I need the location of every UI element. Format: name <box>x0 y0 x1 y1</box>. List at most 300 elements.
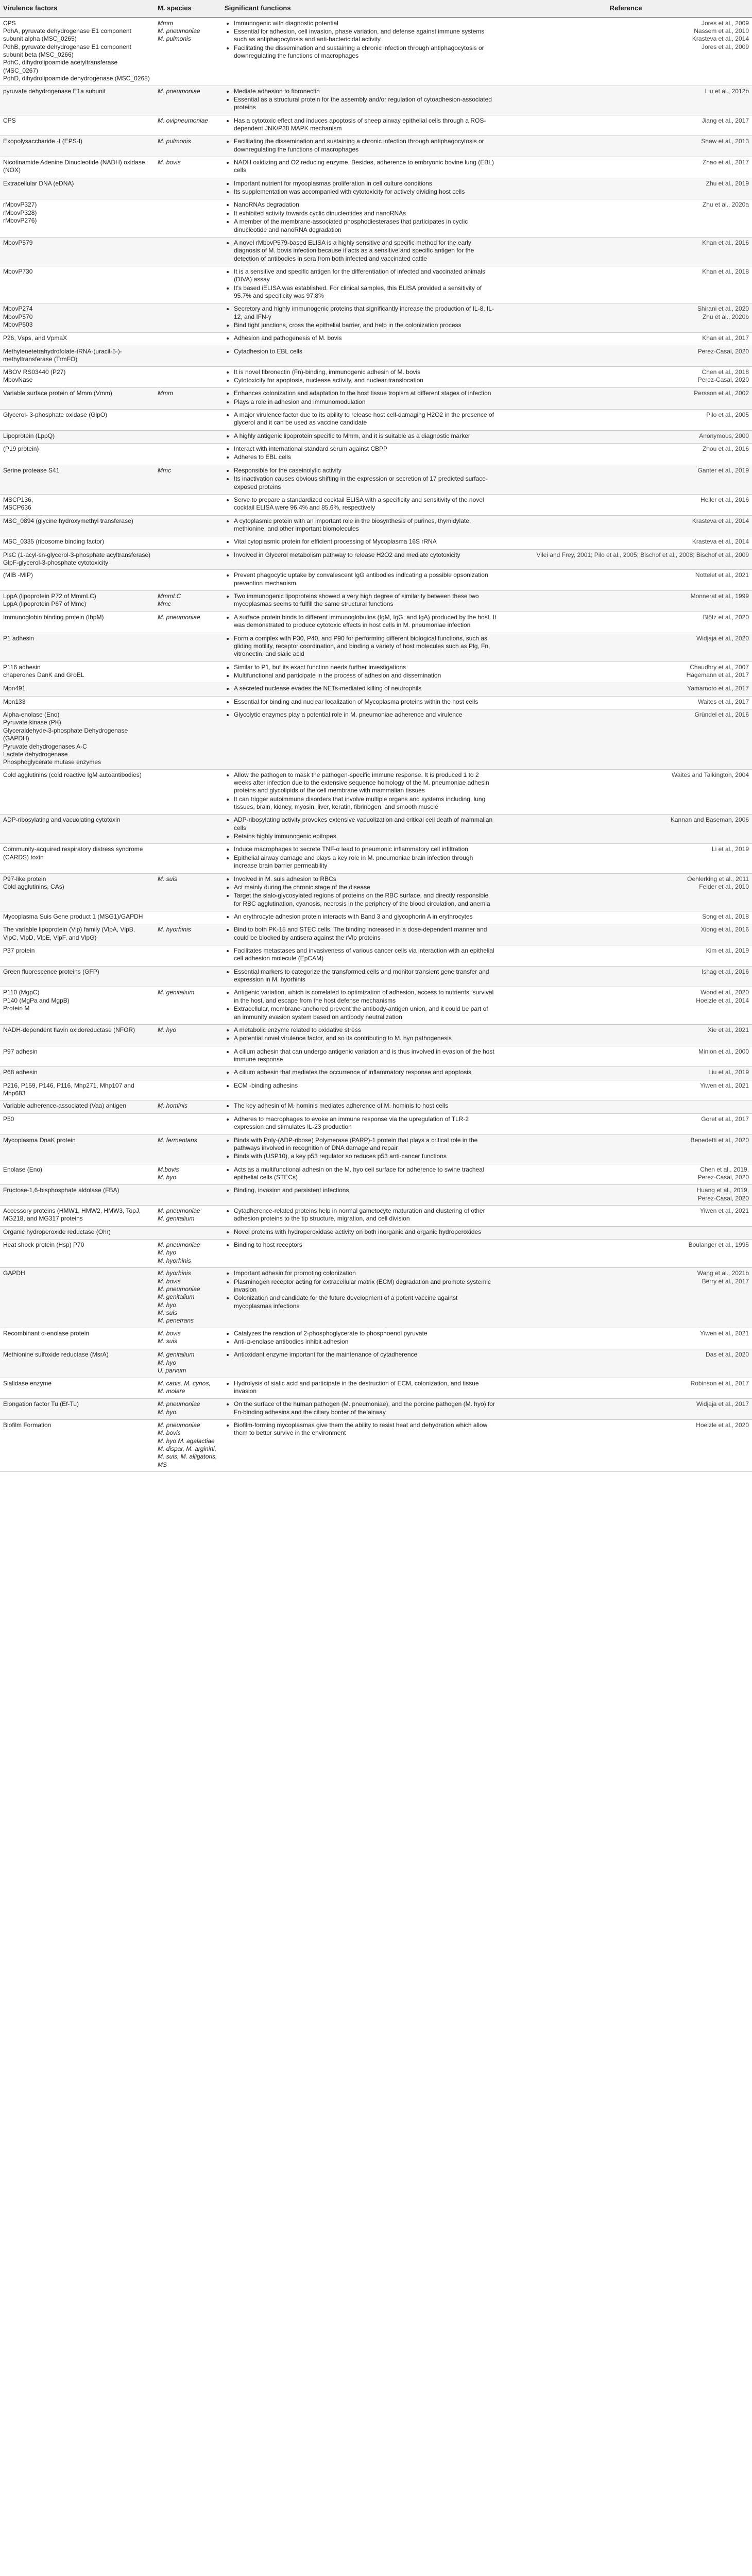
function-item: • Has a cytotoxic effect and induces apoptosis of sheep airway epithelial cells through a ROS-dependent JNK/P38 MAPK mechanism <box>234 117 497 133</box>
functions-list <box>225 1380 497 1396</box>
table-row <box>0 1349 752 1378</box>
table-row <box>0 1067 752 1080</box>
functions-cell <box>221 1399 500 1420</box>
reference-cell <box>500 945 752 967</box>
function-item: • Acts as a multifunctional adhesin on the M. hyo cell surface for adherence to swine tracheal epithelial cells (STECs) <box>234 1166 497 1182</box>
factor-name: chaperones DanK and GroEL <box>3 671 84 679</box>
table-row <box>0 410 752 431</box>
reference-cell <box>500 1268 752 1328</box>
reference-cell <box>500 612 752 633</box>
factor-name: Variable adherence-associated (Vaa) antigen <box>3 1102 127 1110</box>
functions-cell <box>221 844 500 873</box>
reference-citation: Minion et al., 2000 <box>698 1047 749 1055</box>
factor-cell <box>0 199 155 237</box>
functions-list <box>225 1228 497 1236</box>
factor-cell <box>0 911 155 924</box>
reference-cell <box>500 1134 752 1164</box>
species-cell <box>155 494 221 515</box>
function-item: • Two immunogenic lipoproteins showed a very high degree of similarity between these two mycoplasmas seems to fulfill the same structural functions <box>234 592 497 608</box>
function-item: • Cytotoxicity for apoptosis, nuclease activity, and nuclear translocation <box>234 377 497 384</box>
functions-cell <box>221 1206 500 1227</box>
functions-list <box>225 1207 497 1223</box>
factor-cell <box>0 333 155 346</box>
factor-cell <box>0 633 155 662</box>
functions-cell <box>221 570 500 591</box>
factor-name: Methionine sulfoxide reductase (MsrA) <box>3 1351 109 1359</box>
factor-name: Cold agglutinins (cold reactive IgM autoantibodies) <box>3 771 142 778</box>
table-row <box>0 709 752 770</box>
function-item: • Colonization and candidate for the future development of a potent vaccine against mycoplasmas infections <box>234 1294 497 1310</box>
functions-list <box>225 1048 497 1064</box>
factor-cell <box>0 1378 155 1399</box>
species-cell <box>155 366 221 388</box>
species-cell <box>155 924 221 945</box>
species-cell <box>155 873 221 911</box>
function-item: • Bind tight junctions, cross the epithelial barrier, and help in the colonization process <box>234 321 497 329</box>
reference-citation: Yiwen et al., 2021 <box>700 1207 749 1215</box>
species-cell <box>155 157 221 178</box>
factor-cell <box>0 570 155 591</box>
functions-cell <box>221 465 500 494</box>
reference-citation: Wood et al., 2020 <box>700 989 749 996</box>
factor-name: Protein M <box>3 1005 30 1012</box>
factor-cell <box>0 1399 155 1420</box>
functions-cell <box>221 333 500 346</box>
table-row <box>0 1419 752 1471</box>
function-item: • A secreted nuclease evades the NETs-mediated killing of neutrophils <box>234 685 497 692</box>
functions-cell <box>221 1378 500 1399</box>
functions-list <box>225 926 497 942</box>
reference-citation: Song et al., 2018 <box>702 912 749 920</box>
function-item: • Antioxidant enzyme important for the maintenance of cytadherence <box>234 1351 497 1359</box>
factor-name: MSCP636 <box>3 504 31 512</box>
functions-list <box>225 432 497 440</box>
species-cell <box>155 18 221 86</box>
function-item: • A cilium adhesin that can undergo antigenic variation and is thus involved in evasion of the host immune response <box>234 1048 497 1064</box>
factor-cell <box>0 1328 155 1349</box>
table-row <box>0 924 752 945</box>
function-item: • Involved in Glycerol metabolism pathway to release H2O2 and mediate cytotoxicity <box>234 551 497 559</box>
species-name: M. hyo <box>158 1408 177 1416</box>
factor-name: LppA (lipoprotein P72 of MmmLC) <box>3 592 96 600</box>
functions-cell <box>221 769 500 815</box>
reference-citation: Perez-Casal, 2020 <box>697 1194 749 1202</box>
function-item: • Its supplementation was accompanied with cytotoxicity for actively dividing host cells <box>234 188 497 196</box>
functions-list <box>225 411 497 427</box>
species-name: M. hyo M. agalactiae <box>158 1437 215 1445</box>
function-item: • Essential for adhesion, cell invasion, phase variation, and defense against immune systems such as antiphagocytosis and anti-bactericidal activity <box>234 28 497 44</box>
factor-cell <box>0 366 155 388</box>
factor-cell <box>0 115 155 136</box>
factor-cell <box>0 1240 155 1268</box>
function-item: • Novel proteins with hydroperoxidase activity on both inorganic and organic hydroperoxides <box>234 1228 497 1236</box>
functions-list <box>225 816 497 840</box>
factor-name: Mycoplasma DnaK protein <box>3 1136 76 1144</box>
table-row <box>0 633 752 662</box>
functions-list <box>225 1400 497 1416</box>
function-item: • Secretory and highly immunogenic proteins that significantly increase the production of IL-8, IL-12, and IFN-γ <box>234 305 497 321</box>
factor-cell <box>0 1024 155 1046</box>
table-row <box>0 1328 752 1349</box>
function-item: • Biofilm-forming mycoplasmas give them the ability to resist heat and dehydration which allow them to better survive in the environment <box>234 1421 497 1437</box>
factor-name: Fructose-1,6-bisphosphate aldolase (FBA) <box>3 1187 119 1194</box>
species-cell <box>155 612 221 633</box>
functions-list <box>225 348 497 355</box>
function-item: • NADH oxidizing and O2 reducing enzyme. Besides, adherence to embryonic bovine lung (EBL) cells <box>234 159 497 175</box>
reference-cell <box>500 696 752 709</box>
species-name: M. hyo <box>158 1026 177 1033</box>
functions-list <box>225 698 497 706</box>
function-item: • Involved in M. suis adhesion to RBCs <box>234 875 497 883</box>
function-item: • Induce macrophages to secrete TNF-α lead to pneumonic inflammatory cell infiltration <box>234 845 497 853</box>
factor-name: Community-acquired respiratory distress syndrome (CARDS) toxin <box>3 845 143 861</box>
functions-list <box>225 138 497 154</box>
species-cell <box>155 1419 221 1471</box>
factor-name: Elongation factor Tu (Ef-Tu) <box>3 1400 79 1408</box>
function-item: • Antigenic variation, which is correlated to optimization of adhesion, access to nutrients, survival in the host, and escape from the host defense mechanisms <box>234 989 497 1005</box>
function-item: • Binding to host receptors <box>234 1241 497 1249</box>
factor-name: Accessory proteins (HMW1, HMW2, HMW3, TopJ, MG218, and MG317 proteins <box>3 1207 141 1223</box>
reference-citation: Nottelet et al., 2021 <box>695 571 749 579</box>
reference-citation: Liu et al., 2012b <box>705 87 749 95</box>
function-item: • It exhibited activity towards cyclic dinucleotides and nanoRNAs <box>234 210 497 217</box>
table-row <box>0 1113 752 1134</box>
factor-name: Glycerol- 3-phosphate oxidase (GlpO) <box>3 411 108 418</box>
species-cell <box>155 1134 221 1164</box>
functions-cell <box>221 388 500 410</box>
species-cell <box>155 662 221 683</box>
factor-name: P216, P159, P146, P116, Mhp271, Mhp107 and Mhp683 <box>3 1081 134 1097</box>
table-row <box>0 1268 752 1328</box>
table-row <box>0 1206 752 1227</box>
factor-cell <box>0 815 155 844</box>
functions-list <box>225 334 497 342</box>
table-row <box>0 1164 752 1185</box>
factor-name: rMbovP276) <box>3 217 37 225</box>
factor-cell <box>0 515 155 536</box>
reference-cell <box>500 157 752 178</box>
functions-list <box>225 1269 497 1310</box>
reference-citation: Waites and Talkington, 2004 <box>671 771 749 778</box>
function-item: • Retains highly immunogenic epitopes <box>234 833 497 840</box>
reference-cell <box>500 570 752 591</box>
functions-list <box>225 685 497 692</box>
functions-cell <box>221 1240 500 1268</box>
functions-list <box>225 875 497 908</box>
reference-citation: Huang et al., 2019, <box>696 1187 749 1194</box>
functions-cell <box>221 1268 500 1328</box>
species-cell <box>155 1080 221 1100</box>
functions-cell <box>221 1080 500 1100</box>
function-item: • Enhances colonization and adaptation to the host tissue tropism at different stages of infection <box>234 389 497 397</box>
factor-name: P116 adhesin <box>3 663 41 671</box>
function-item: • Facilitates metastases and invasiveness of various cancer cells via interaction with an epithelial cell adhesion molecule (EpCAM) <box>234 947 497 963</box>
species-name: M. pulmonis <box>158 138 191 145</box>
factor-name: MbovP579 <box>3 239 33 246</box>
species-name: M. pneumoniae <box>158 87 200 95</box>
table-row <box>0 366 752 388</box>
species-cell <box>155 86 221 115</box>
reference-cell <box>500 1240 752 1268</box>
table-row <box>0 266 752 303</box>
species-cell <box>155 199 221 237</box>
function-item: • Essential markers to categorize the transformed cells and monitor transient gene transfer and expression in M. hyorhinis <box>234 968 497 984</box>
reference-cell <box>500 1067 752 1080</box>
functions-list <box>225 635 497 658</box>
factor-name: Exopolysaccharide -I (EPS-I) <box>3 138 83 145</box>
reference-cell <box>500 683 752 696</box>
function-item: • A novel rMbovP579-based ELISA is a highly sensitive and specific method for the early diagnosis of M. bovis infection because it acts as a sensitive and specific antigen for the detection of antibodies in sera from both infected and vaccinated cattle <box>234 239 497 263</box>
function-item: • Its inactivation causes obvious shifting in the expression or secretion of 17 predicted surface-exposed proteins <box>234 475 497 491</box>
factor-cell <box>0 1113 155 1134</box>
factor-name: NADH-dependent flavin oxidoreductase (NFOR) <box>3 1026 135 1033</box>
functions-cell <box>221 430 500 443</box>
reference-cell <box>500 1206 752 1227</box>
table-row <box>0 346 752 366</box>
factor-cell <box>0 388 155 410</box>
function-item: • Responsible for the caseinolytic activity <box>234 467 497 474</box>
species-name: M. suis <box>158 1309 178 1316</box>
functions-list <box>225 305 497 329</box>
functions-cell <box>221 410 500 431</box>
factor-name: MSCP136, <box>3 496 33 503</box>
reference-citation: Krasteva et al., 2014 <box>692 35 749 43</box>
functions-cell <box>221 1185 500 1206</box>
functions-cell <box>221 924 500 945</box>
function-item: • A cytoplasmic protein with an important role in the biosynthesis of purines, thymidylate, methionine, and other important biomolecules <box>234 517 497 533</box>
factor-name: P1 adhesin <box>3 634 35 642</box>
functions-list <box>225 913 497 921</box>
species-cell <box>155 844 221 873</box>
functions-list <box>225 989 497 1021</box>
factor-cell <box>0 709 155 770</box>
function-item: • Bind to both PK-15 and STEC cells. The binding increased in a dose-dependent manner and could be blocked by antisera against the rVlp proteins <box>234 926 497 942</box>
table-row <box>0 494 752 515</box>
factor-cell <box>0 178 155 199</box>
reference-cell <box>500 633 752 662</box>
reference-cell <box>500 115 752 136</box>
species-cell <box>155 1164 221 1185</box>
reference-cell <box>500 987 752 1024</box>
reference-citation: Xie et al., 2021 <box>707 1026 749 1033</box>
species-cell <box>155 966 221 987</box>
reference-citation: Persson et al., 2002 <box>694 389 749 397</box>
table-row <box>0 303 752 333</box>
reference-citation: Wang et al., 2021b <box>697 1269 749 1277</box>
function-item: • It's based iELISA was established. For clinical samples, this ELISA provided a sensitivity of 95.7% and specificity was 97.8% <box>234 284 497 300</box>
functions-cell <box>221 1349 500 1378</box>
factor-name: PdhC, dihydrolipoamide acetyltransferase (MSC_0267) <box>3 59 118 74</box>
species-name: M. pulmonis <box>158 35 191 43</box>
factor-name: rMbovP328) <box>3 209 37 216</box>
species-name: M. pneumoniae <box>158 1400 200 1408</box>
reference-citation: Chen et al., 2019, <box>700 1165 749 1173</box>
functions-list <box>225 771 497 811</box>
factor-name: MbovP503 <box>3 321 33 329</box>
reference-citation: Jores et al., 2009 <box>701 19 749 27</box>
species-cell <box>155 333 221 346</box>
factor-cell <box>0 1134 155 1164</box>
reference-citation: Kannan and Baseman, 2006 <box>670 816 749 824</box>
factor-name: Alpha-enolase (Eno) <box>3 711 60 719</box>
species-name: M. pneumoniae <box>158 1285 200 1293</box>
factor-cell <box>0 612 155 633</box>
factor-name: (MIB -MIP) <box>3 571 33 579</box>
species-name: M. ovipneumoniae <box>158 116 209 124</box>
table-row <box>0 237 752 266</box>
reference-cell <box>500 591 752 612</box>
factor-cell <box>0 924 155 945</box>
functions-cell <box>221 696 500 709</box>
function-item: • Binding, invasion and persistent infections <box>234 1187 497 1194</box>
factor-cell <box>0 696 155 709</box>
reference-cell <box>500 844 752 873</box>
factor-cell <box>0 136 155 157</box>
species-name: M. bovis <box>158 1277 181 1285</box>
functions-list <box>225 117 497 133</box>
reference-citation: Benedetti et al., 2020 <box>690 1136 749 1144</box>
reference-citation: Blötz et al., 2020 <box>703 613 749 621</box>
table-row <box>0 987 752 1024</box>
reference-cell <box>500 1164 752 1185</box>
species-cell <box>155 1046 221 1067</box>
factor-name: Cold agglutinins, CAs) <box>3 883 64 890</box>
table-row <box>0 1378 752 1399</box>
species-cell <box>155 815 221 844</box>
functions-cell <box>221 136 500 157</box>
table-row <box>0 430 752 443</box>
species-name: M. bovis <box>158 159 181 166</box>
function-item: • Adheres to macrophages to evoke an immune response via the upregulation of TLR-2 expression and stimulates IL-23 production <box>234 1115 497 1131</box>
factor-name: Variable surface protein of Mmm (Vmm) <box>3 389 112 397</box>
factor-name: Pyruvate dehydrogenases A-C <box>3 742 87 750</box>
reference-cell <box>500 346 752 366</box>
factor-name: GlpF-glycerol-3-phosphate cytotoxicity <box>3 559 109 567</box>
reference-cell <box>500 86 752 115</box>
function-item: • Adheres to EBL cells <box>234 453 497 461</box>
species-cell <box>155 1268 221 1328</box>
factor-name: (P19 protein) <box>3 445 39 453</box>
species-cell <box>155 591 221 612</box>
reference-citation: Yiwen et al., 2021 <box>700 1329 749 1337</box>
function-item: • Extracellular, membrane-anchored prevent the antibody-antigen union, and it could be part of an immunity evasion system based on antibody neutralization <box>234 1005 497 1021</box>
factor-name: MbovNase <box>3 376 33 383</box>
functions-list <box>225 1166 497 1182</box>
functions-list <box>225 1069 497 1076</box>
functions-cell <box>221 945 500 967</box>
factor-cell <box>0 266 155 303</box>
function-item: • Plasminogen receptor acting for extracellular matrix (ECM) degradation and promote systemic invasion <box>234 1278 497 1294</box>
reference-cell <box>500 465 752 494</box>
reference-citation: Yiwen et al., 2021 <box>700 1081 749 1089</box>
table-row <box>0 966 752 987</box>
factor-name: Heat shock protein (Hsp) P70 <box>3 1241 84 1249</box>
reference-cell <box>500 1185 752 1206</box>
functions-cell <box>221 494 500 515</box>
species-name: M. dispar, M. arginini, <box>158 1445 217 1453</box>
function-item: • Similar to P1, but its exact function needs further investigations <box>234 664 497 671</box>
reference-cell <box>500 199 752 237</box>
factor-name: P68 adhesin <box>3 1069 38 1076</box>
factor-name: Organic hydroperoxide reductase (Ohr) <box>3 1228 111 1235</box>
function-item: • A member of the membrane-associated phosphodiesterases that participates in cyclic dinucleotide and nanoRNA degradation <box>234 218 497 234</box>
factor-name: P37 protein <box>3 947 35 955</box>
table-row <box>0 136 752 157</box>
factor-cell <box>0 683 155 696</box>
factor-name: The variable lipoprotein (Vlp) family (VlpA, VlpB, VlpC, VlpD, VlpE, VlpF, and VlpG) <box>3 926 135 941</box>
reference-citation: Zhu et al., 2019 <box>706 179 749 187</box>
factor-cell <box>0 444 155 465</box>
factor-name: Methylenetetrahydrofolate-tRNA-(uracil-5-)-methyltransferase (TrmFO) <box>3 347 122 363</box>
header-species: M. species <box>155 0 221 18</box>
reference-citation: Hoelzle et al., 2014 <box>696 996 749 1004</box>
reference-citation: Heller et al., 2016 <box>700 496 749 503</box>
functions-list <box>225 20 497 60</box>
species-name: M. pneumoniae <box>158 1241 200 1249</box>
factor-cell <box>0 1349 155 1378</box>
factor-name: Biofilm Formation <box>3 1421 52 1429</box>
species-name: Mmc <box>158 600 171 608</box>
table-row <box>0 1185 752 1206</box>
reference-citation: Perez-Casal, 2020 <box>697 347 749 355</box>
table-row <box>0 911 752 924</box>
species-name: M. suis, M. alligatoris, MS <box>158 1453 217 1468</box>
table-row <box>0 570 752 591</box>
factor-cell <box>0 1185 155 1206</box>
reference-citation: Nassem et al., 2010 <box>694 27 749 35</box>
table-row <box>0 18 752 86</box>
function-item: • Target the sialo-glycosylated regions of proteins on the RBC surface, and directly responsible for RBC agglutination, cyanosis, necrosis in the periphery of the blood circulation, and anemia <box>234 892 497 908</box>
function-item: • Essential for binding and nuclear localization of Mycoplasma proteins within the host cells <box>234 698 497 706</box>
function-item: • A cilium adhesin that mediates the occurrence of inflammatory response and apoptosis <box>234 1069 497 1076</box>
factor-cell <box>0 1226 155 1239</box>
species-cell <box>155 696 221 709</box>
reference-citation: Goret et al., 2017 <box>701 1115 749 1123</box>
functions-list <box>225 445 497 462</box>
table-row <box>0 662 752 683</box>
species-name: Mmc <box>158 466 171 474</box>
factor-name: Glyceraldehyde-3-phosphate Dehydrogenase (GAPDH) <box>3 726 128 742</box>
reference-citation: Zhao et al., 2017 <box>702 159 749 166</box>
reference-cell <box>500 1080 752 1100</box>
factor-cell <box>0 662 155 683</box>
factor-cell <box>0 945 155 967</box>
functions-cell <box>221 199 500 237</box>
reference-cell <box>500 1378 752 1399</box>
species-name: M. pneumoniae <box>158 27 200 35</box>
functions-list <box>225 592 497 608</box>
function-item: • On the surface of the human pathogen (M. pneumoniae), and the porcine pathogen (M. hyo) for Fn-binding adhesins and the ciliary border of the airway <box>234 1400 497 1416</box>
factor-name: CPS <box>3 19 16 27</box>
reference-citation: Perez-Casal, 2020 <box>697 376 749 383</box>
table-row <box>0 515 752 536</box>
reference-citation: Boulanger et al., 1995 <box>688 1241 749 1249</box>
species-cell <box>155 1067 221 1080</box>
reference-cell <box>500 136 752 157</box>
table-row <box>0 333 752 346</box>
functions-cell <box>221 1113 500 1134</box>
function-item: • Allow the pathogen to mask the pathogen-specific immune response. It is produced 1 to 2 weeks after infection due to the extensive sequence homology of the M. pneumoniae adhesin proteins and glycolipids of the cell membrane with mammalian tissues <box>234 771 497 795</box>
factor-name: Pyruvate kinase (PK) <box>3 719 61 726</box>
table-row <box>0 873 752 911</box>
function-item: • Binds with Poly-(ADP-ribose) Polymerase (PARP)-1 protein that plays a critical role in the pathways involved in recognition of DNA damage and repair <box>234 1137 497 1153</box>
reference-cell <box>500 815 752 844</box>
functions-cell <box>221 1226 500 1239</box>
function-item: • It is a sensitive and specific antigen for the differentiation of infected and vaccinated animals (DIVA) assay <box>234 268 497 284</box>
factor-cell <box>0 873 155 911</box>
functions-list <box>225 845 497 870</box>
reference-citation: Jiang et al., 2017 <box>702 116 749 124</box>
